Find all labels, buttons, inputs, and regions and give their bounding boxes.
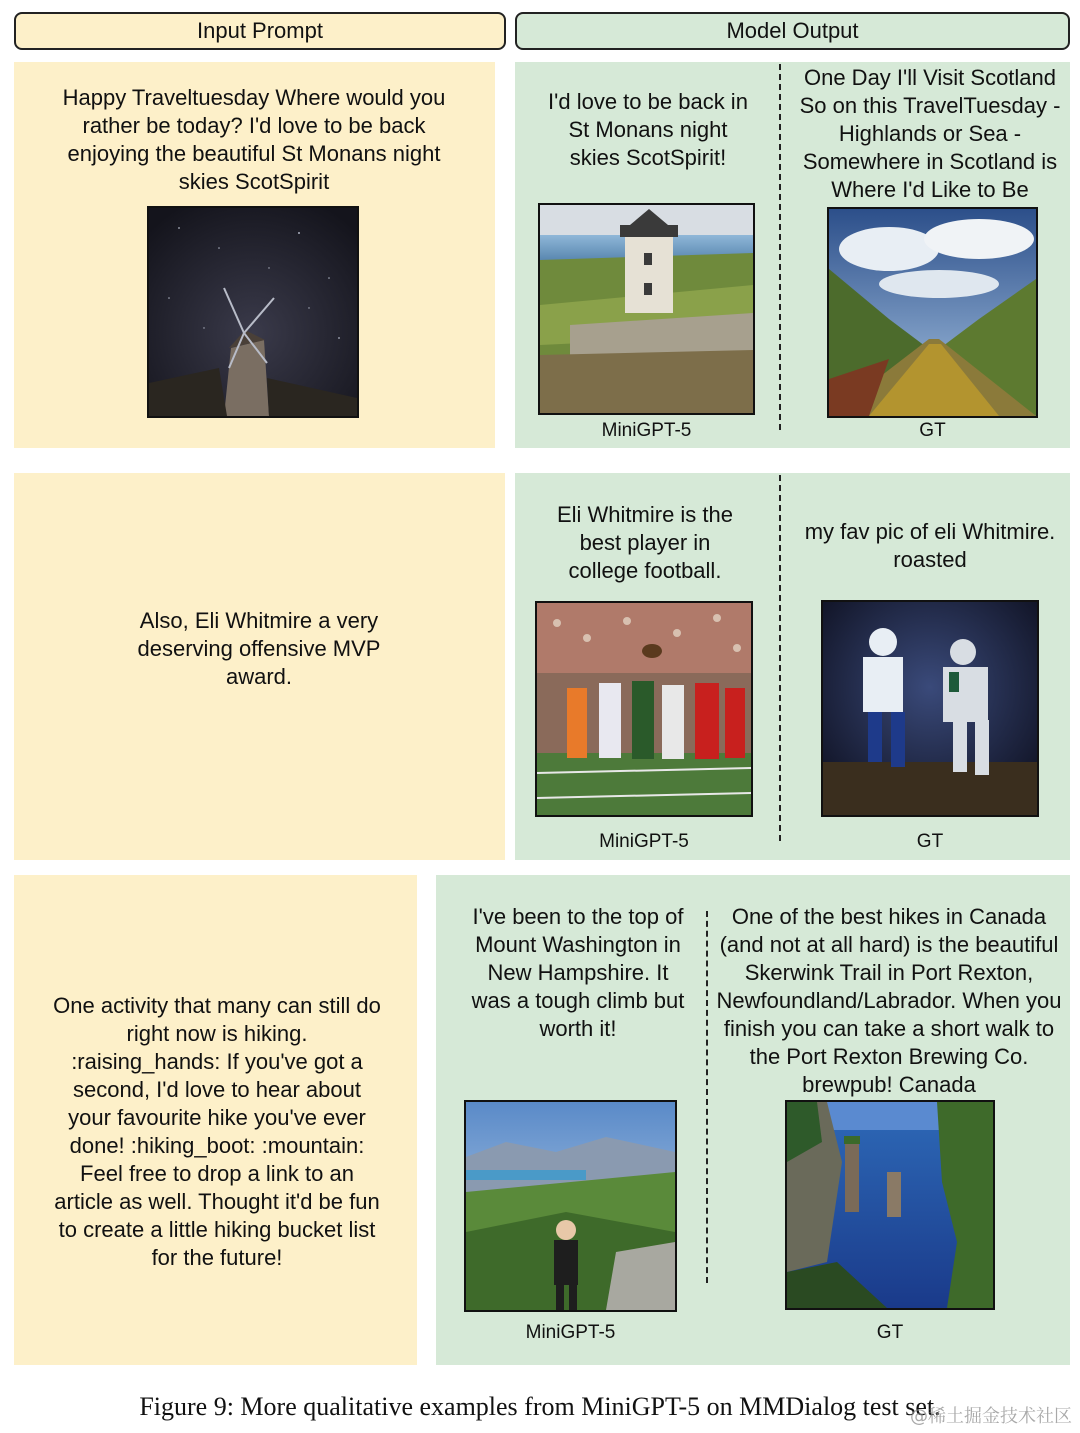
watermark: @稀土掘金技术社区 [910, 1406, 1072, 1427]
model-output-header: Model Output [515, 12, 1070, 50]
row3-gt-text: One of the best hikes in Canada (and not at all hard) is the beautiful Skerwink Trail in Port Rexton, Newfoundland/Labrador. When you finish you can take a short walk to the Port Rexton Brewing Co. brewpub! Canada [716, 904, 1062, 1097]
row2-output-panel [515, 473, 1070, 860]
row2-minigpt-label: MiniGPT-5 [599, 831, 689, 852]
row2-gt-image [821, 600, 1039, 817]
row2-minigpt-image [535, 601, 753, 817]
figure-caption: Figure 9: More qualitative examples from MiniGPT-5 on MMDialog test set. [139, 1392, 941, 1421]
input-prompt-header: Input Prompt [14, 12, 506, 50]
row3-minigpt-text: I've been to the top of Mount Washington in New Hampshire. It was a tough climb but worth it! [471, 904, 685, 1041]
row1-prompt-image [147, 206, 359, 418]
row3-gt-image [785, 1100, 995, 1310]
row1-divider [779, 64, 781, 430]
row3-prompt-text: One activity that many can still do right now is hiking. :raising_hands: If you've got a second, I'd love to hear about your favourite hike you've ever done! :hiking_boot: :mountain: Feel free to drop a link to an article as well. Thought it'd be fun to create a little hiking bucket list for the future! [53, 993, 381, 1270]
row1-minigpt-text: I'd love to be back in St Monans night skies ScotSpirit! [548, 89, 748, 170]
row2-divider [779, 475, 781, 841]
row3-minigpt-image [464, 1100, 677, 1312]
row2-prompt-text: Also, Eli Whitmire a very deserving offensive MVP award. [137, 608, 381, 689]
row1-output-panel [515, 62, 1070, 448]
row3-minigpt-label: MiniGPT-5 [525, 1322, 616, 1343]
row2-minigpt-text: Eli Whitmire is the best player in college football. [556, 502, 734, 583]
row2-input-panel [14, 473, 505, 860]
row3-gt-label: GT [876, 1322, 904, 1343]
row2-gt-label: GT [916, 831, 944, 852]
row1-gt-text: One Day I'll Visit Scotland So on this TravelTuesday - Highlands or Sea - Somewhere in Scotland is Where I'd Like to Be [799, 65, 1061, 202]
row1-minigpt-image [538, 203, 755, 415]
row1-gt-image [827, 207, 1038, 418]
row1-prompt-text: Happy Traveltuesday Where would you rather be today? I'd love to be back enjoying the beautiful St Monans night skies ScotSpirit [62, 85, 446, 194]
row2-gt-text: my fav pic of eli Whitmire. roasted [804, 519, 1056, 572]
row1-input-panel [14, 62, 495, 448]
row1-minigpt-label: MiniGPT-5 [601, 420, 692, 441]
row3-input-panel [14, 875, 417, 1365]
row3-output-panel [436, 875, 1070, 1365]
row1-gt-label: GT [919, 420, 946, 441]
